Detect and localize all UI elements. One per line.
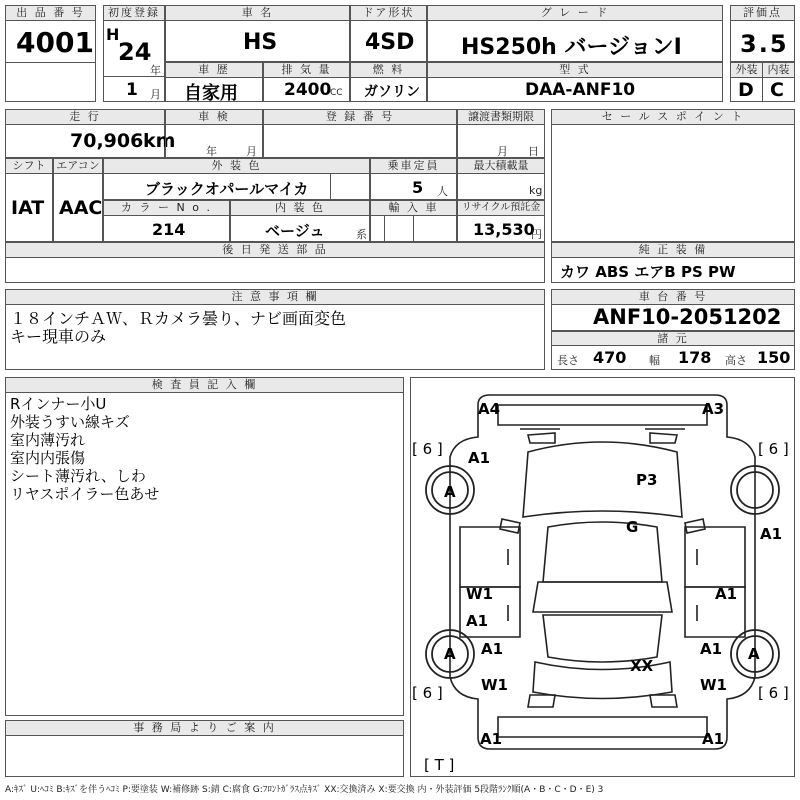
height-value: 150 [757, 348, 791, 367]
transfer-docs-day: 日 [528, 145, 539, 158]
exterior-grade-header: 外装 [730, 62, 763, 78]
displacement-header: 排 気 量 [263, 62, 350, 78]
capacity-unit: 人 [437, 185, 448, 198]
transfer-docs-month: 月 [497, 145, 508, 158]
month-unit: 月 [150, 88, 161, 101]
damage-label: G [626, 518, 639, 536]
specs-header: 諸 元 [551, 331, 795, 346]
width-value: 178 [678, 348, 712, 367]
damage-label: XX [630, 657, 654, 675]
color-no-header: カ ラ ー N o . [103, 200, 230, 216]
aircon-value: AAC [59, 197, 103, 219]
door-value: 4SD [365, 30, 415, 55]
displacement-unit: CC [330, 88, 343, 98]
spare-tire-label: [ T ] [424, 756, 455, 774]
max-load-header: 最大積載量 [457, 158, 545, 174]
height-label: 高さ [725, 354, 747, 367]
displacement-value: 2400 [284, 80, 332, 100]
genuine-equip-header: 純 正 装 備 [551, 242, 795, 258]
office-cell [5, 735, 404, 777]
notes-header: 注 意 事 項 欄 [5, 289, 545, 305]
transfer-docs-header: 譲渡書類期限 [457, 109, 545, 125]
registration-header: 登 録 番 号 [263, 109, 457, 125]
year-unit: 年 [150, 64, 161, 77]
door-header: ドア形状 [350, 5, 427, 21]
year-value: 24 [118, 38, 152, 66]
inspector-note: 室内内張傷 [10, 449, 86, 467]
later-parts-cell [5, 257, 545, 283]
lot-no-header: 出 品 番 号 [5, 5, 96, 21]
damage-label: P3 [636, 471, 658, 489]
inspection-header: 車 検 [165, 109, 263, 125]
mileage-value: 70,906 [70, 130, 144, 152]
history-value: 自家用 [184, 83, 238, 104]
damage-label: A [444, 645, 456, 663]
tire-depth-label: [ 6 ] [758, 684, 789, 702]
ext-color-header: 外 装 色 [103, 158, 370, 174]
notes-line-1: １８インチＡＷ、Ｒカメラ曇り、ナビ画面変色 [10, 309, 347, 328]
tire-depth-label: [ 6 ] [758, 440, 789, 458]
shift-value: IAT [11, 197, 45, 219]
grade-value: HS250h バージョンI [461, 35, 682, 60]
width-label: 幅 [649, 354, 660, 367]
damage-label: W1 [700, 676, 727, 694]
ext-color-value: ブラックオパールマイカ [145, 180, 309, 198]
month-value: 1 [126, 80, 138, 100]
inspector-note: Rインナー小U [10, 395, 107, 413]
aircon-header: エアコン [53, 158, 103, 174]
chassis-no-header: 車 台 番 号 [551, 289, 795, 305]
inspector-header: 検 査 員 記 入 欄 [5, 377, 404, 393]
interior-grade-value: C [770, 79, 784, 101]
color-no-value: 214 [152, 220, 186, 239]
damage-label: A1 [715, 585, 738, 603]
length-value: 470 [593, 348, 627, 367]
exterior-grade-value: D [738, 79, 754, 101]
damage-label: A1 [702, 730, 725, 748]
damage-label: A [444, 483, 456, 501]
first-reg-header: 初度登録 [103, 5, 165, 21]
damage-label: A [748, 645, 760, 663]
int-color-unit: 系 [356, 228, 367, 241]
inspector-note: リヤスポイラー色あせ [10, 485, 160, 503]
grade-header: グ レ ー ド [427, 5, 723, 21]
sales-point-header: セ ー ル ス ポ イ ン ト [551, 109, 795, 125]
damage-label: A3 [702, 400, 725, 418]
recycle-header: リサイクル預託金 [457, 200, 545, 216]
lot-no-value: 4001 [16, 26, 94, 59]
int-color-header: 内 装 色 [230, 200, 370, 216]
damage-label: A1 [760, 525, 783, 543]
score-value: 3.5 [740, 30, 789, 58]
office-header: 事 務 局 よ り ご 案 内 [5, 720, 404, 736]
car-diagram [410, 377, 795, 777]
fuel-value: ガソリン [364, 84, 420, 100]
damage-label: A4 [478, 400, 501, 418]
legend-text: A:ｷｽﾞ U:ﾍｺﾐ B:ｷｽﾞを伴うﾍｺﾐ P:要塗装 W:補修跡 S:錆 C:腐食 G:ﾌﾛﾝﾄｶﾞﾗｽ点ｷｽﾞ XX:交換済み X:要交換 内・外装評価 5段階ﾗﾝｸ順(A・B・C・D・E) 3 [5, 785, 604, 795]
tire-depth-label: [ 6 ] [412, 440, 443, 458]
inspector-note: 外装うすい線キズ [10, 413, 130, 431]
length-label: 長さ [557, 354, 579, 367]
car-name-value: HS [243, 30, 278, 55]
inspector-note: シート薄汚れ、しわ [10, 467, 146, 485]
inspection-year: 年 [206, 145, 217, 158]
recycle-value: 13,530 [473, 220, 535, 239]
damage-label: A1 [481, 640, 504, 658]
inspection-month: 月 [246, 145, 257, 158]
capacity-header: 乗車定員 [370, 158, 457, 174]
tire-depth-label: [ 6 ] [412, 684, 443, 702]
capacity-value: 5 [412, 178, 424, 197]
damage-label: W1 [466, 585, 493, 603]
registration-cell [263, 124, 457, 158]
shift-header: シフト [5, 158, 53, 174]
model-code-value: DAA-ANF10 [525, 80, 636, 100]
damage-label: A1 [480, 730, 503, 748]
damage-label: W1 [481, 676, 508, 694]
chassis-no-value: ANF10-2051202 [593, 305, 782, 329]
damage-label: A1 [700, 640, 723, 658]
genuine-equip-value: カワ ABS エアB PS PW [560, 263, 736, 281]
model-code-header: 型 式 [427, 62, 723, 78]
recycle-unit: 円 [531, 228, 542, 241]
interior-grade-header: 内装 [762, 62, 795, 78]
car-name-header: 車 名 [165, 5, 350, 21]
fuel-header: 燃 料 [350, 62, 427, 78]
inspector-note: 室内薄汚れ [10, 431, 86, 449]
mileage-unit: km [143, 130, 176, 152]
max-load-unit: kg [529, 184, 543, 197]
history-header: 車 歴 [165, 62, 263, 78]
inspector-notes [10, 395, 159, 503]
era-value: H [106, 25, 120, 44]
notes-line-2: キー現車のみ [10, 327, 107, 346]
import-header: 輸 入 車 [370, 200, 457, 216]
score-header: 評価点 [730, 5, 795, 21]
int-color-value: ベージュ [265, 222, 325, 240]
damage-label: A1 [468, 449, 491, 467]
damage-label: A1 [466, 612, 489, 630]
later-parts-header: 後 日 発 送 部 品 [5, 242, 545, 258]
sales-point-cell [551, 124, 795, 242]
mileage-header: 走 行 [5, 109, 165, 125]
